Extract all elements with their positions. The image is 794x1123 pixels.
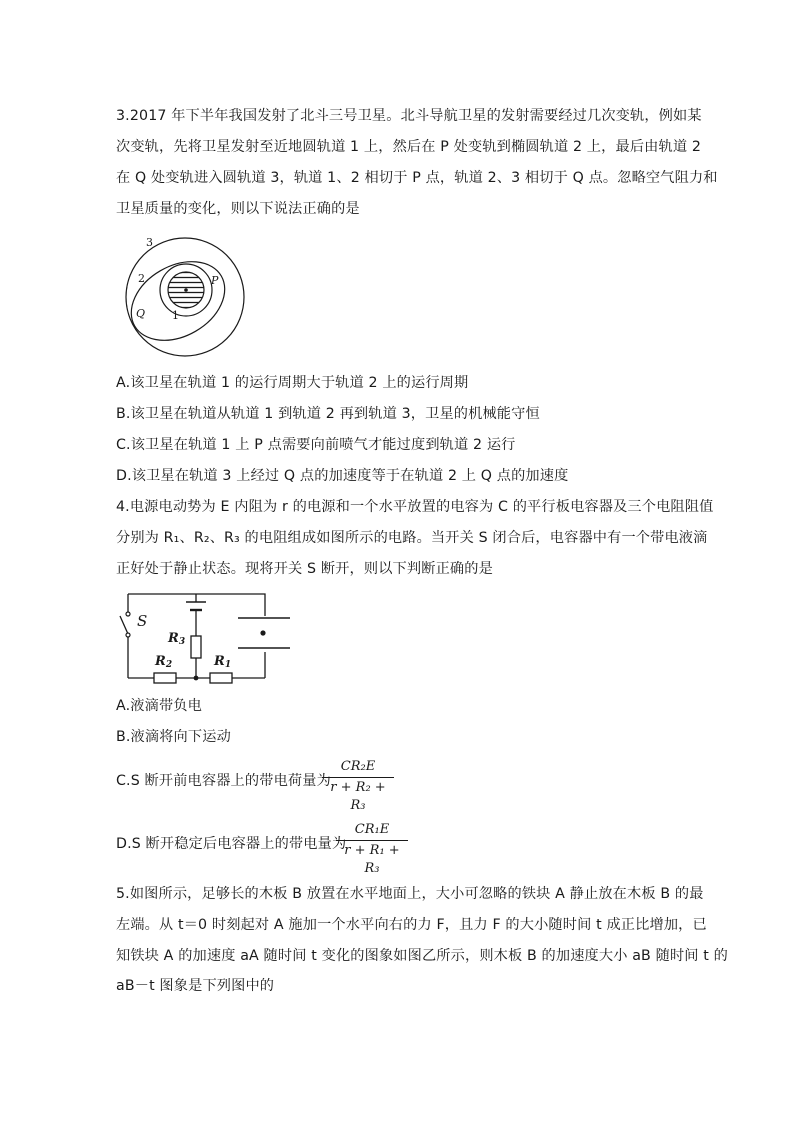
circuit-diagram <box>120 590 300 685</box>
r1-subscript: 1 <box>224 660 232 670</box>
q3-line-1: 3.2017 年下半年我国发射了北斗三号卫星。北斗导航卫星的发射需要经过几次变轨，例如某 <box>116 108 702 124</box>
q4-option-c-fraction <box>322 758 394 815</box>
point-p-label: P <box>211 274 219 287</box>
q3-option-c: C.该卫星在轨道 1 上 P 点需要向前喷气才能过度到轨道 2 运行 <box>116 437 516 453</box>
q4-line-1: 4.电源电动势为 E 内阻为 r 的电源和一个水平放置的电容为 C 的平行板电容器及三个电阻阻值 <box>116 499 714 515</box>
q4-option-d-denominator: r + R₁ + R₃ <box>344 843 400 876</box>
orbit-1-label: 1 <box>172 309 179 322</box>
q4-line-3: 正好处于静止状态。现将开关 S 断开，则以下判断正确的是 <box>116 561 493 577</box>
q3-line-3: 在 Q 处变轨进入圆轨道 3，轨道 1、2 相切于 P 点，轨道 2、3 相切于 Q 点。忽略空气阻力和 <box>116 170 718 186</box>
q4-line-2: 分别为 R₁、R₂、R₃ 的电阻组成如图所示的电路。当开关 S 闭合后，电容器中有一个带电液滴 <box>116 530 708 546</box>
switch-label: S <box>137 612 148 630</box>
q5-line-4: aB－t 图象是下列图中的 <box>116 978 275 994</box>
q4-option-d-prefix: D.S 断开稳定后电容器上的带电量为 <box>116 836 347 852</box>
earth-center-dot <box>184 288 188 292</box>
r2-subscript: 2 <box>165 660 173 670</box>
q3-option-a: A.该卫星在轨道 1 的运行周期大于轨道 2 上的运行周期 <box>116 375 469 391</box>
q4-option-c-denominator: r + R₂ + R₃ <box>330 780 386 813</box>
q3-option-d: D.该卫星在轨道 3 上经过 Q 点的加速度等于在轨道 2 上 Q 点的加速度 <box>116 468 569 484</box>
q3-option-b: B.该卫星在轨道从轨道 1 到轨道 2 再到轨道 3，卫星的机械能守恒 <box>116 406 540 422</box>
charged-droplet <box>260 630 265 635</box>
orbit-3-label: 3 <box>146 236 153 249</box>
r1-letter: R <box>214 654 225 669</box>
q5-line-3: 知铁块 A 的加速度 aA 随时间 t 变化的图象如图乙所示，则木板 B 的加速度大小 aB 随时间 t 的 <box>116 948 728 964</box>
q3-line-2: 次变轨，先将卫星发射至近地圆轨道 1 上，然后在 P 处变轨到椭圆轨道 2 上，最后由轨道 2 <box>116 139 702 155</box>
q3-line-4: 卫星质量的变化，则以下说法正确的是 <box>116 201 360 217</box>
r3-letter: R <box>168 631 179 646</box>
q4-option-c-numerator: CR₂E <box>340 759 376 774</box>
r3-label <box>168 631 185 647</box>
q4-option-d-numerator: CR₁E <box>354 822 390 837</box>
r2-letter: R <box>155 654 166 669</box>
q4-option-c-prefix: C.S 断开前电容器上的带电荷量为 <box>116 773 331 789</box>
q4-option-a: A.液滴带负电 <box>116 698 202 714</box>
r3-subscript: 3 <box>178 637 186 647</box>
orbit-diagram <box>120 235 250 360</box>
q5-line-2: 左端。从 t＝0 时刻起对 A 施加一个水平向右的力 F，且力 F 的大小随时间 t 成正比增加，已 <box>116 917 707 933</box>
point-q-label: Q <box>136 307 146 320</box>
q4-option-d-fraction <box>336 821 408 878</box>
q5-line-1: 5.如图所示，足够长的木板 B 放置在水平地面上，大小可忽略的铁块 A 静止放在木板 B 的最 <box>116 886 704 902</box>
orbit-2-label: 2 <box>138 272 145 285</box>
q4-option-b: B.液滴将向下运动 <box>116 729 231 745</box>
r1-label <box>214 654 231 670</box>
r2-label <box>155 654 172 670</box>
